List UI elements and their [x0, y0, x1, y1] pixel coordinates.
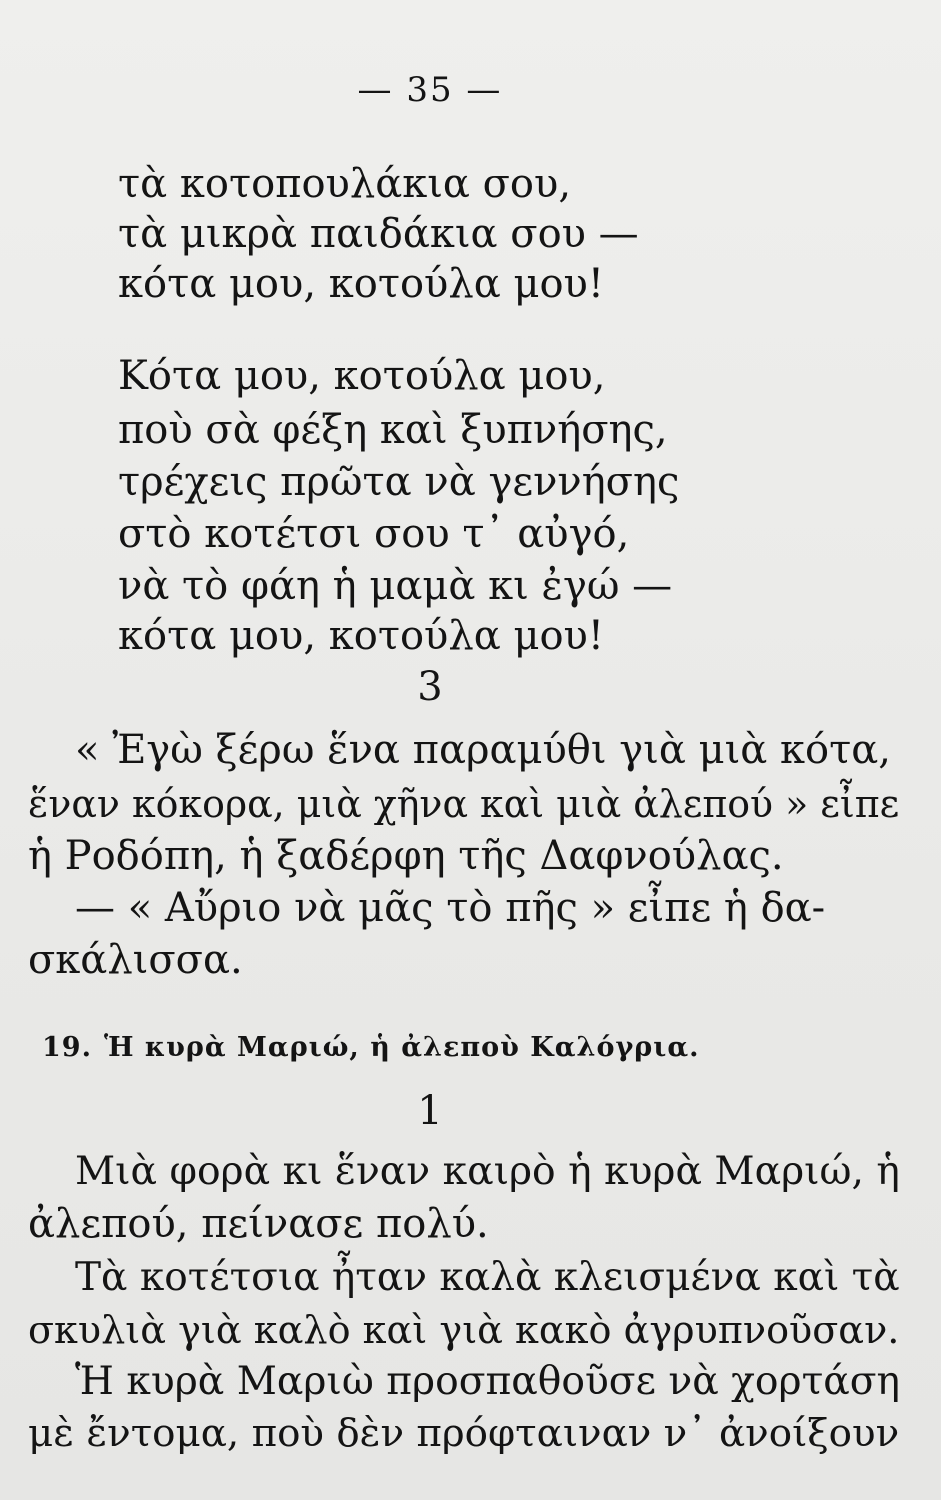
stanza1-line-3: κότα μου, κοτούλα μου!	[118, 261, 604, 307]
part3-line-2: ἕναν κόκορα, μιὰ χῆνα καὶ μιὰ ἀλεπού » εἶπε	[28, 782, 900, 826]
stanza2-line-4: στὸ κοτέτσι σου τ᾽ αὐγό,	[118, 511, 630, 557]
stanza2-line-1: Κότα μου, κοτούλα μου,	[118, 353, 606, 399]
stanza1-line-2: τὰ μικρὰ παιδάκια σου —	[118, 211, 639, 257]
section-number: 19.	[42, 1032, 92, 1063]
page-number: — 35 —	[357, 70, 503, 110]
stanza1-line-1: τὰ κοτοπουλάκια σου,	[118, 161, 572, 207]
part1-line-1: Μιὰ φορὰ κι ἕναν καιρὸ ἡ κυρὰ Μαριώ, ἡ	[75, 1149, 900, 1194]
part3-line-5: σκάλισσα.	[28, 937, 243, 983]
part1-line-2: ἀλεπού, πείνασε πολύ.	[28, 1201, 489, 1247]
part1-line-5: Ἡ κυρὰ Μαριὼ προσπαθοῦσε νὰ χορτάση	[75, 1359, 901, 1404]
part1-line-6: μὲ ἔντομα, ποὺ δὲν πρόφταιναν ν᾽ ἀνοίξουν	[28, 1411, 900, 1456]
part-number-3: 3	[417, 664, 443, 710]
section-title: Ἡ κυρὰ Μαριώ, ἡ ἀλεποὺ Καλόγρια.	[103, 1032, 700, 1063]
stanza2-line-2: ποὺ σὰ φέξη καὶ ξυπνήσης,	[118, 407, 668, 453]
stanza2-line-3: τρέχεις πρῶτα νὰ γεννήσης	[118, 459, 680, 505]
part1-line-4: σκυλιὰ γιὰ καλὸ καὶ γιὰ κακὸ ἀγρυπνοῦσαν.	[28, 1308, 900, 1352]
part3-line-1: « Ἐγὼ ξέρω ἕνα παραμύθι γιὰ μιὰ κότα,	[75, 727, 891, 773]
part-number-1: 1	[417, 1088, 443, 1134]
section-heading	[42, 1032, 700, 1063]
part3-line-4: — « Αὔριο νὰ μᾶς τὸ πῆς » εἶπε ἡ δα-	[75, 885, 826, 931]
part3-line-3: ἡ Ροδόπη, ἡ ξαδέρφη τῆς Δαφνούλας.	[28, 833, 784, 879]
stanza2-line-5: νὰ τὸ φάη ἡ μαμὰ κι ἐγώ —	[118, 563, 673, 609]
stanza2-line-6: κότα μου, κοτούλα μου!	[118, 613, 604, 659]
part1-line-3: Τὰ κοτέτσια ἦταν καλὰ κλεισμένα καὶ τὰ	[75, 1255, 900, 1300]
